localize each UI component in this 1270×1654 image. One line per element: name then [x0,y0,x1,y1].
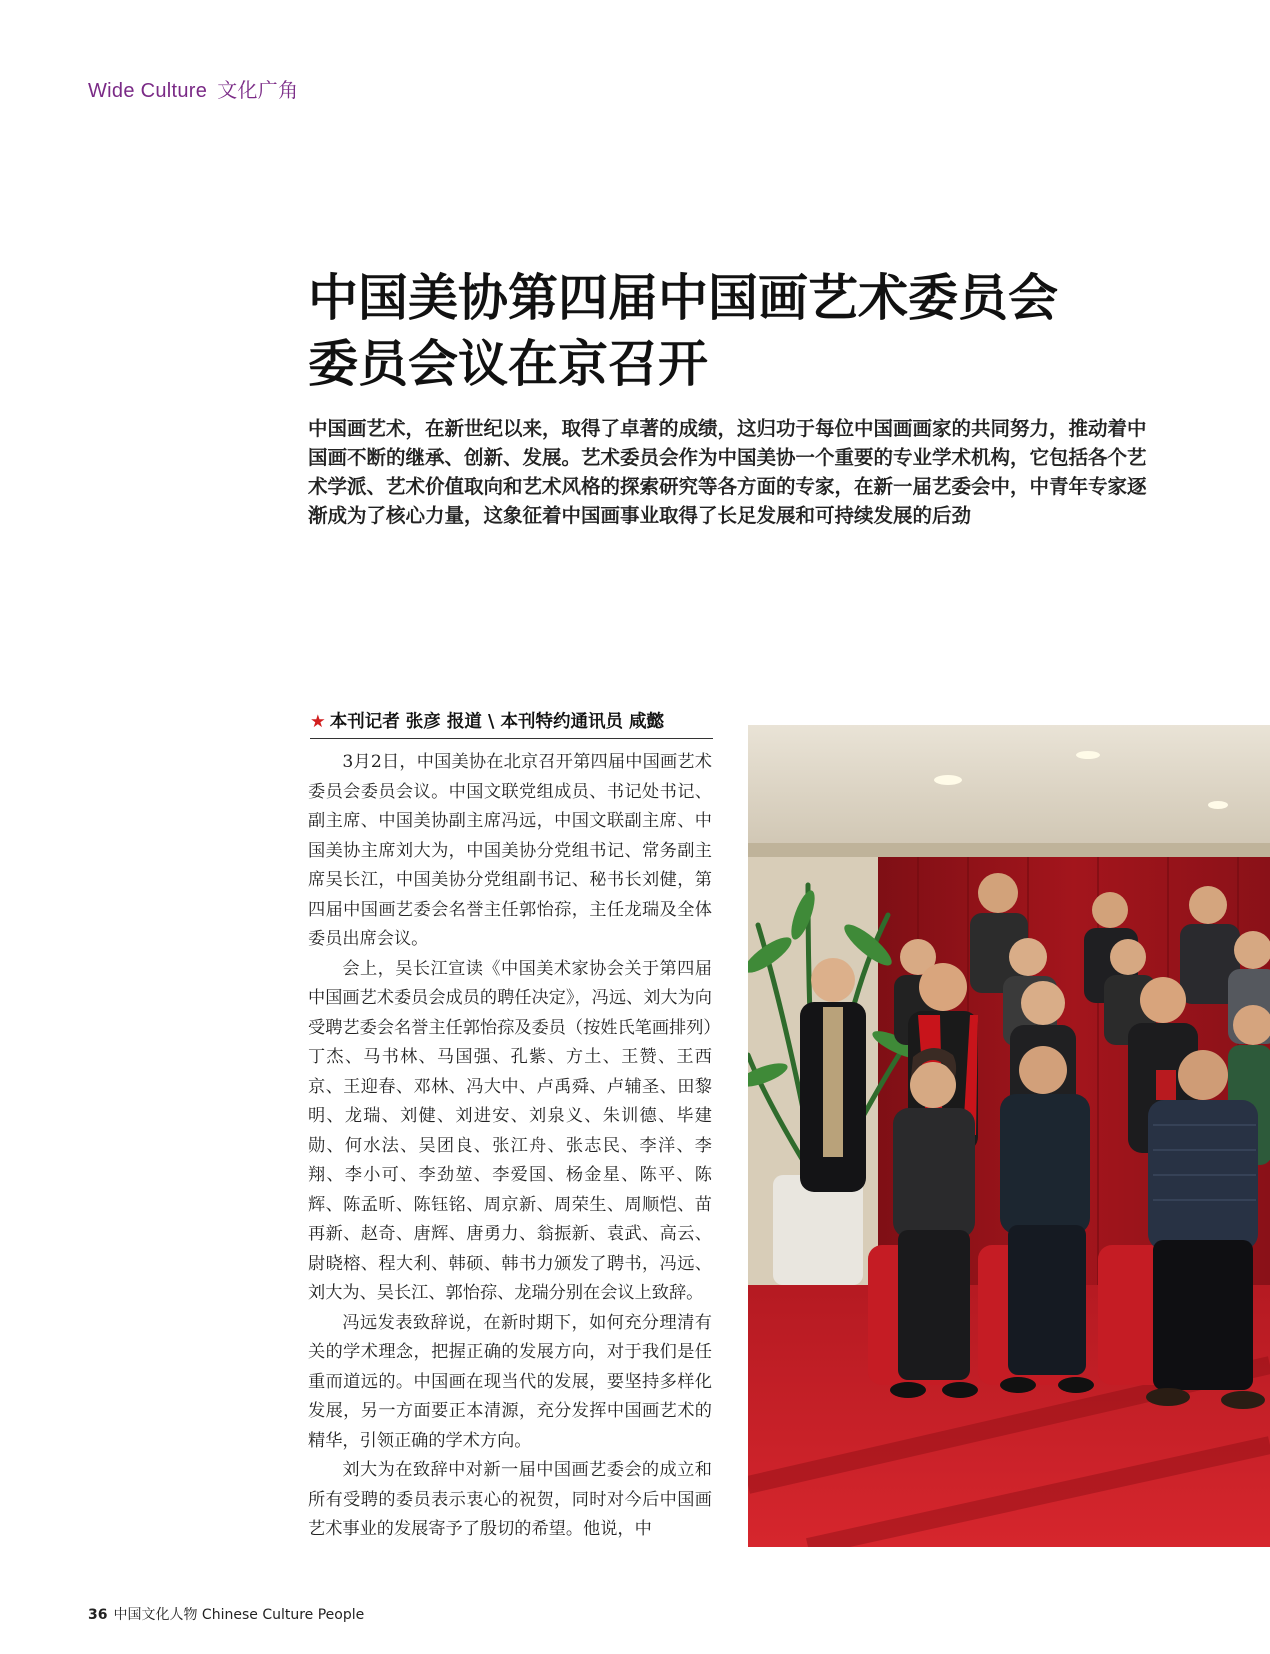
page-footer [88,1604,364,1624]
title-line-1: 中国美协第四届中国画艺术委员会 [308,268,1058,327]
body-paragraph-1: 3月2日，中国美协在北京召开第四届中国画艺术委员会委员会议。中国文联党组成员、书记处书记、副主席、中国美协副主席冯远，中国文联副主席、中国美协主席刘大为，中国美协分党组书记、常务副主席吴长江，中国美协分党组副书记、秘书长刘健，第四届中国画艺委会名誉主任郭怡孮，主任龙瑞及全体委员出席会议。 [308,752,712,949]
article-title [308,265,1208,397]
section-tag [88,74,298,103]
byline [310,708,713,739]
magazine-name: 中国文化人物 Chinese Culture People [113,1607,365,1623]
byline-text: 本刊记者 张彦 报道 \ 本刊特约通讯员 咸懿 [329,712,665,732]
section-label-en: Wide Culture [88,80,208,102]
title-line-2: 委员会议在京召开 [308,334,708,393]
article-body [308,748,712,1538]
body-paragraph-4: 刘大为在致辞中对新一届中国画艺委会的成立和所有受聘的委员表示衷心的祝贺，同时对今后中国画艺术事业的发展寄予了殷切的希望。他说，中 [308,1460,712,1538]
body-paragraph-2: 会上，吴长江宣读《中国美术家协会关于第四届中国画艺术委员会成员的聘任决定》，冯远、刘大为向受聘艺委会名誉主任郭怡孮及委员（按姓氏笔画排列）丁杰、马书林、马国强、孔紫、方土、王赞、王西京、王迎春、邓林、冯大中、卢禹舜、卢辅圣、田黎明、龙瑞、刘健、刘进安、刘泉义、朱训德、毕建勋、何水法、吴团良、张江舟、张志民、李洋、李翔、李小可、李劲堃、李爱国、杨金星、陈平、陈辉、陈孟昕、陈钰铭、周京新、周荣生、周顺恺、苗再新、赵奇、唐辉、唐勇力、翁振新、袁武、高云、尉晓榕、程大利、韩硕、韩书力颁发了聘书，冯远、刘大为、吴长江、郭怡孮、龙瑞分别在会议上致辞。 [308,958,712,1303]
page-number: 36 [88,1607,108,1623]
group-photo [748,725,1270,1547]
body-paragraph-3: 冯远发表致辞说，在新时期下，如何充分理清有关的学术理念，把握正确的发展方向，对于我们是任重而道远的。中国画在现当代的发展，要坚持多样化发展，另一方面要正本清源，充分发挥中国画艺术的精华，引领正确的学术方向。 [308,1312,712,1451]
section-label-zh: 文化广角 [217,78,299,102]
star-icon: ★ [310,712,326,732]
article-lead: 中国画艺术，在新世纪以来，取得了卓著的成绩，这归功于每位中国画画家的共同努力，推动着中国画不断的继承、创新、发展。艺术委员会作为中国美协一个重要的专业学术机构，它包括各个艺术学派、艺术价值取向和艺术风格的探索研究等各方面的专家，在新一届艺委会中，中青年专家逐渐成为了核心力量，这象征着中国画事业取得了长足发展和可持续发展的后劲 [308,417,1147,527]
